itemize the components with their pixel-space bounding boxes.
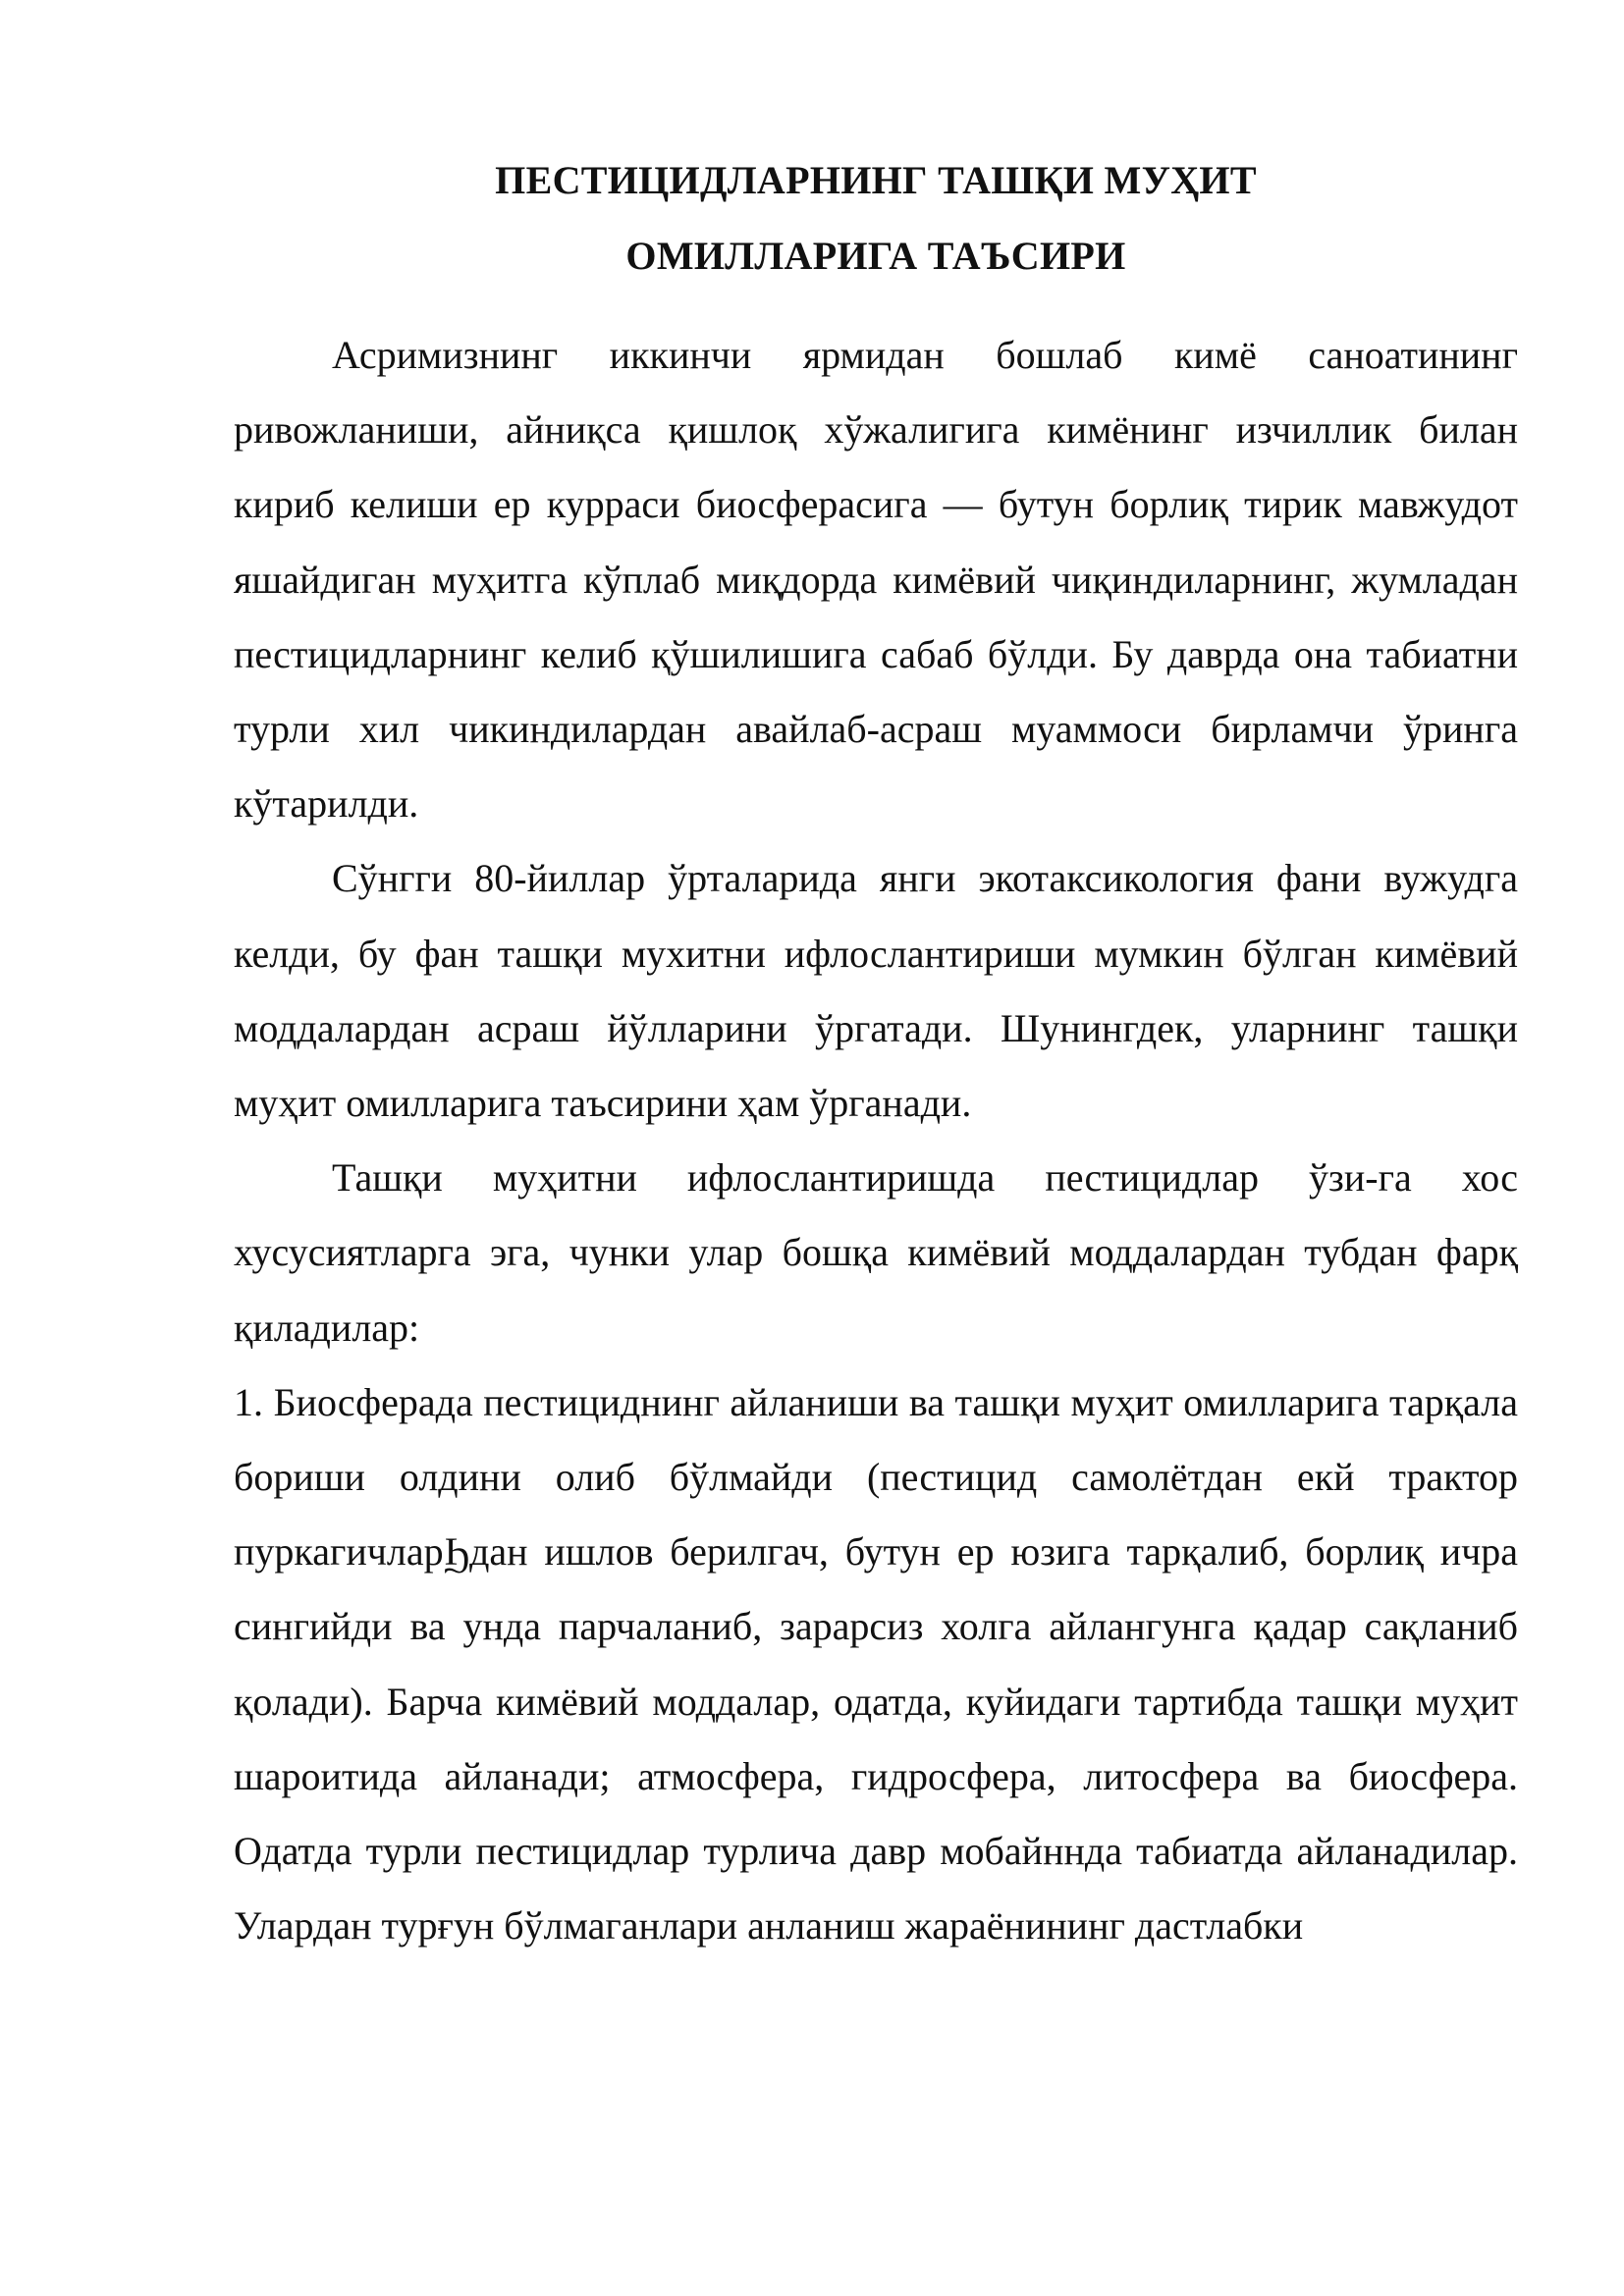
- paragraph-1: Асримизнинг иккинчи ярмидан бошлаб кимё саноатининг ривожланиши, айниқса қишлоқ хўжалигига кимёнинг изчиллик билан кириб келиши ер курраси биосферасига — бутун борлиқ тирик мавжудот яшайдиган муҳитга кўплаб миқдорда кимёвий чиқиндиларнинг, жумладан пестицидларнинг келиб қўшилишига сабаб бўлди. Бу даврда она табиатни турли хил чикиндилардан авайлаб-асраш муаммоси бирламчи ўринга кўтарилди.: [234, 333, 1518, 827]
- document-body: [234, 318, 1518, 1963]
- paragraph-4-numbered-item: 1. Биосферада пестициднинг айланиши ва ташқи муҳит омилларига тарқала бориши олдини олиб бўлмайди (пестицид самолётдан екй трактор пуркагичларϦдан ишлов берилгач, бутун ер юзига тарқалиб, борлиқ ичра сингийди ва унда парчаланиб, зарарсиз холга айлангунга қадар сақланиб қолади). Барча кимёвий моддалар, одатда, куйидаги тартибда ташқи муҳит шароитида айланади; атмосфера, гидросфера, литосфера ва биосфера. Одатда турли пестицидлар турлича давр мобайннда табиатда айланадилар. Улардан турғун бўлмаганлари анланиш жараёнининг дастлабки: [234, 1379, 1518, 1949]
- paragraph-2: Сўнгги 80-йиллар ўрталарида янги экотаксикология фани вужудга келди, бу фан ташқи мухитни ифлослантириши мумкин бўлган кимёвий моддалардан асраш йўлларини ўргатади. Шунингдек, уларнинг ташқи муҳит омилларига таъсирини ҳам ўрганади.: [234, 856, 1518, 1126]
- document-title-line-1: ПЕСТИЦИДЛАРНИНГ ТАШҚИ МУҲИТ: [495, 158, 1257, 202]
- paragraph-3: Ташқи муҳитни ифлослантиришда пестицидлар ўзи-га хос хусусиятларга эга, чунки улар бошқа кимёвий моддалардан тубдан фарқ қиладилар:: [234, 1155, 1518, 1350]
- document-title-line-2: ОМИЛЛАРИГА ТАЪСИРИ: [625, 234, 1126, 278]
